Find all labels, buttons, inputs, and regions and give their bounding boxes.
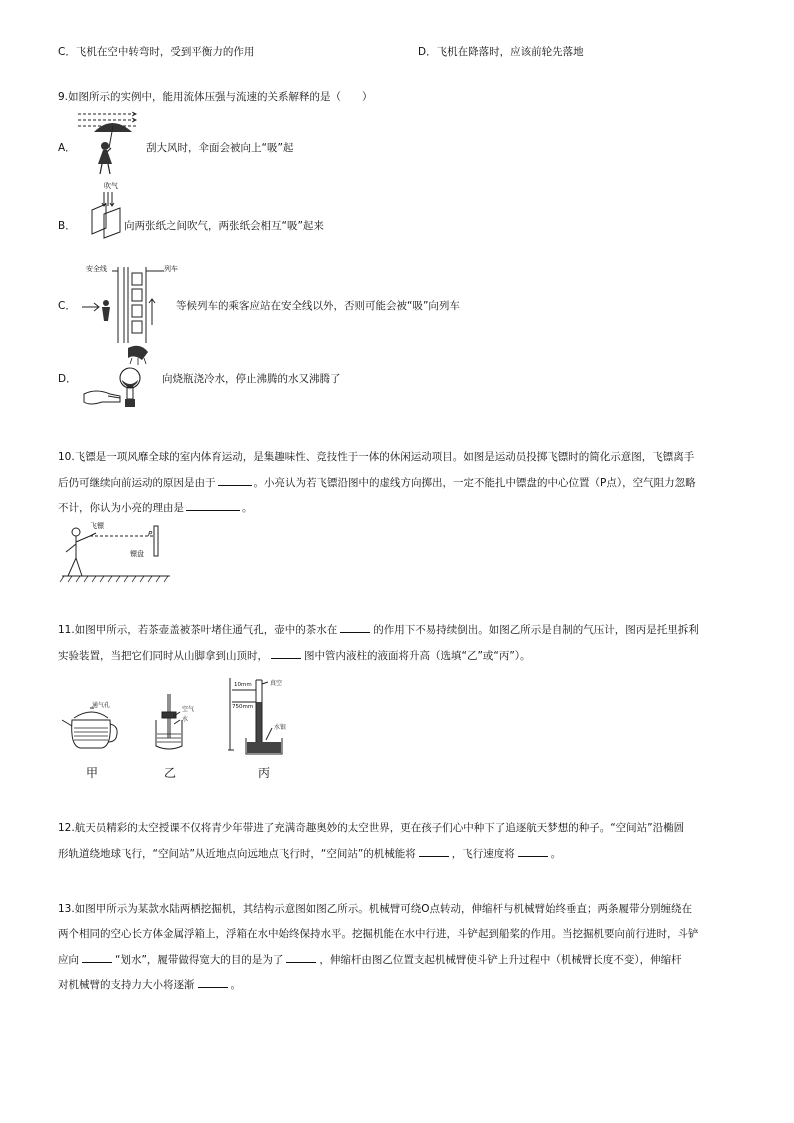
- q12-line-1: 12.航天员精彩的太空授课不仅将青少年带进了充满奇趣奥妙的太空世界，更在孩子们心中种下了追逐航天梦想的种子。“空间站”沿椭圆: [58, 822, 685, 834]
- q13-blank-2[interactable]: [286, 952, 316, 963]
- q12-blank-2[interactable]: [518, 846, 548, 857]
- q9-c-fig-label-train: 列车: [164, 265, 178, 273]
- q10-line-3-part-a: 不计，你认为小亮的理由是: [58, 502, 184, 514]
- q10-line-2: [58, 475, 696, 490]
- q11-figure-teapot: [60, 702, 122, 750]
- q11-line-1-part-a: 11.如图甲所示，若茶壶盖被茶叶堵住通气孔，壶中的茶水在: [58, 624, 338, 636]
- q9-c-letter: C．: [58, 300, 76, 312]
- q8-option-c: C．飞机在空中转弯时，受到平衡力的作用: [58, 46, 255, 58]
- q12-line-2: [58, 846, 561, 861]
- q11-label-air: 空气: [182, 706, 195, 713]
- q10-line-3-part-b: 。: [242, 502, 253, 514]
- q11-line-2-part-a: 实验装置，当把它们同时从山脚拿到山顶时，: [58, 650, 268, 662]
- q13-line-4: [58, 977, 241, 992]
- q11-line-2-part-b: 图中管内液柱的液面将升高（选填“乙”或“丙”）。: [304, 650, 531, 662]
- q9-d-figure-flask: [80, 344, 164, 414]
- q11-blank-1[interactable]: [340, 622, 370, 633]
- q12-line-2-part-b: ，飞行速度将: [451, 848, 515, 860]
- q11-label-10mm: 10mm: [234, 682, 252, 688]
- q11-label-vent: 通气孔: [92, 702, 111, 709]
- q9-stem: 9.如图所示的实例中，能用流体压强与流速的关系解释的是（ ）: [58, 91, 373, 103]
- q13-line-4-part-a: 对机械臂的支持力大小将逐渐: [58, 979, 195, 991]
- q13-line-3: [58, 952, 682, 967]
- q9-c-fig-label-safety-line: 安全线: [86, 265, 107, 273]
- q11-fig-jia: 甲: [86, 766, 99, 780]
- q11-label-vacuum: 真空: [270, 680, 283, 687]
- q10-blank-1[interactable]: [218, 475, 252, 486]
- q12-line-2-part-c: 。: [550, 848, 562, 860]
- q10-blank-2[interactable]: [186, 500, 240, 511]
- q11-figure-torricelli: [226, 674, 292, 754]
- q11-line-1: [58, 622, 699, 637]
- q11-label-750mm: 750mm: [232, 704, 254, 710]
- q11-fig-bing: 丙: [258, 766, 271, 780]
- q10-fig-label-dart: 飞镖: [90, 522, 104, 530]
- q13-blank-1[interactable]: [82, 952, 112, 963]
- q13-line-1: 13.如图甲所示为某款水陆两栖挖掘机，其结构示意图如图乙所示。机械臂可绕O点转动，伸缩杆与机械臂始终垂直；两条履带分别缠绕在: [58, 903, 692, 915]
- q11-line-2: [58, 648, 531, 663]
- q9-a-figure-umbrella: [76, 108, 146, 180]
- q11-figure-barometer: [150, 694, 200, 752]
- q13-line-3-part-b: “划水”，履带做得宽大的目的是为了: [115, 954, 284, 966]
- q13-line-3-part-c: ，伸缩杆由图乙位置支起机械臂使斗铲上升过程中（机械臂长度不变），伸缩杆: [319, 954, 682, 966]
- q11-label-mercury: 水银: [274, 724, 287, 731]
- q13-blank-3[interactable]: [198, 977, 228, 988]
- q11-line-1-part-b: 的作用下不易持续倒出。如图乙所示是自制的气压计，图丙是托里拆利: [373, 624, 699, 636]
- q9-a-text: 刮大风时，伞面会被向上“吸”起: [146, 142, 294, 154]
- q12-line-2-part-a: 形轨道绕地球飞行，“空间站”从近地点向远地点飞行时，“空间站”的机械能将: [58, 848, 416, 860]
- q9-c-text: 等候列车的乘客应站在安全线以外，否则可能会被“吸”向列车: [176, 300, 460, 312]
- q12-blank-1[interactable]: [419, 846, 449, 857]
- q10-fig-label-board: 镖盘: [130, 550, 144, 558]
- q9-a-letter: A．: [58, 142, 76, 154]
- q8-option-d: D．飞机在降落时，应该前轮先落地: [418, 46, 584, 58]
- q11-fig-yi: 乙: [164, 766, 177, 780]
- q9-b-fig-label-blow: 吹气: [104, 182, 118, 190]
- q9-c-figure-train: [76, 263, 186, 345]
- q10-line-3: [58, 500, 253, 515]
- q13-line-2: 两个相同的空心长方体金属浮箱上，浮箱在水中始终保持水平。挖掘机能在水中行进，斗铲起到船桨的作用。当挖掘机要向前行进时，斗铲: [58, 928, 699, 940]
- q11-label-water: 水: [182, 716, 189, 723]
- q11-blank-2[interactable]: [271, 648, 301, 659]
- q10-line-2-part-b: 。小亮认为若飞镖沿图中的虚线方向掷出，一定不能扎中镖盘的中心位置（P点），空气阻力忽略: [253, 477, 696, 489]
- q13-line-3-part-a: 应向: [58, 954, 79, 966]
- q9-b-figure-paper: [76, 184, 126, 236]
- q10-line-1: 10.飞镖是一项风靡全球的室内体育运动，是集趣味性、竞技性于一体的休闲运动项目。如图是运动员投掷飞镖时的简化示意图，飞镖离手: [58, 451, 695, 463]
- q10-line-2-part-a: 后仍可继续向前运动的原因是由于: [58, 477, 216, 489]
- q13-line-4-part-b: 。: [230, 979, 241, 991]
- q9-b-letter: B．: [58, 220, 76, 232]
- q9-d-text: 向烧瓶浇冷水，停止沸腾的水又沸腾了: [162, 373, 341, 385]
- q9-b-text: 向两张纸之间吹气，两张纸会相互“吸”起来: [124, 220, 324, 232]
- q10-fig-label-p: P: [148, 530, 153, 538]
- q10-figure-dart: [60, 520, 172, 584]
- q9-d-letter: D．: [58, 373, 77, 385]
